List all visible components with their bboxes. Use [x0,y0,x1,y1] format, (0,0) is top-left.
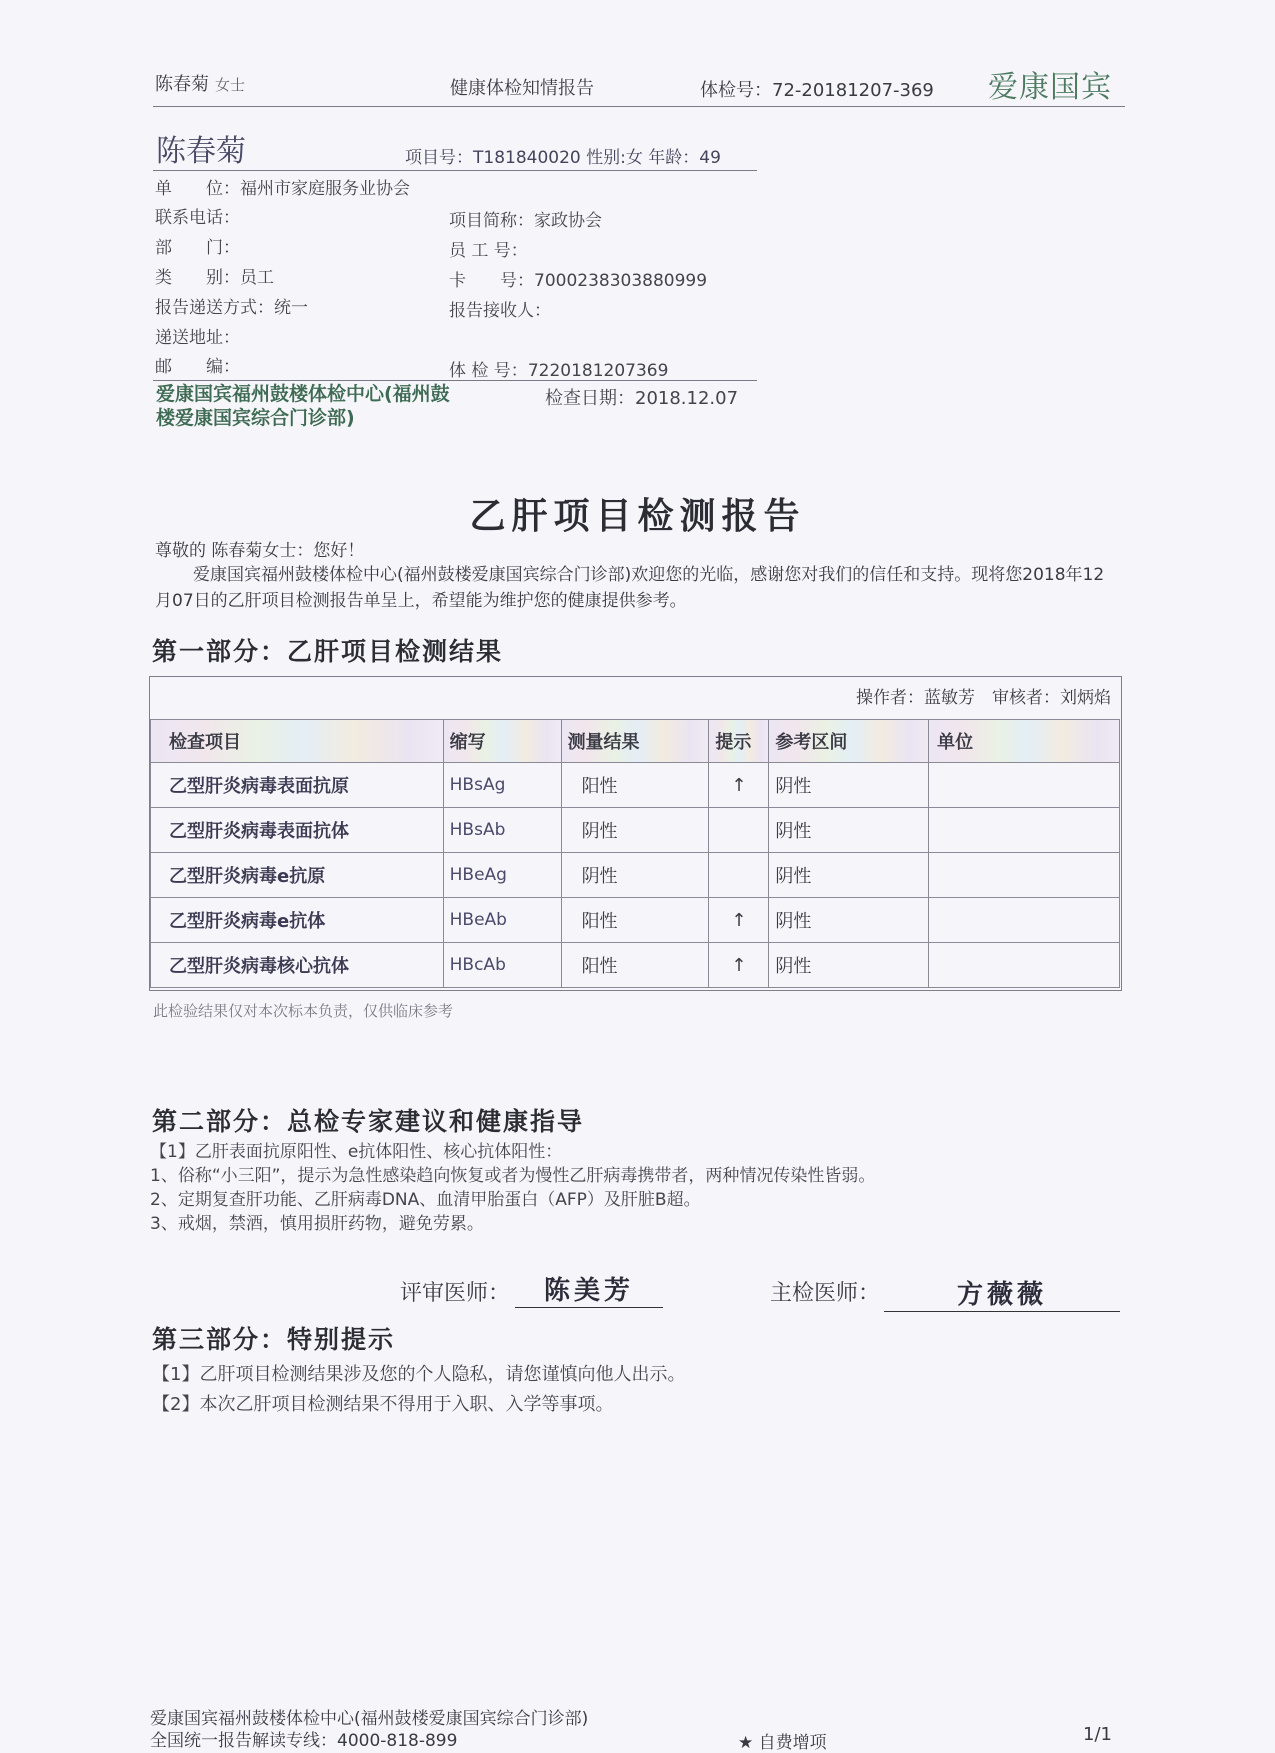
exam-date: 检查日期：2018.12.07 [545,388,739,409]
header-title-suffix: 女士 [215,76,246,94]
info-address-label: 递送地址： [155,328,240,348]
cell-abbr: HBcAb [443,943,561,988]
table-row [151,943,1120,988]
cell-tip: ↑ [709,943,769,988]
cell-reference: 阴性 [769,898,929,943]
cell-tip: ↑ [709,763,769,808]
page-number: 1/1 [1083,1724,1112,1745]
footer-center: 爱康国宾福州鼓楼体检中心(福州鼓楼爱康国宾综合门诊部) [150,1709,589,1729]
cell-result: 阴性 [561,808,709,853]
results-disclaimer: 此检验结果仅对本次标本负责，仅供临床参考 [153,1002,454,1020]
info-exam-no: 体 检 号：7220181207369 [449,361,669,381]
patient-divider-top [153,170,757,171]
advice-list [150,1140,875,1236]
info-category-value: 员工 [240,268,274,288]
info-delivery-value: 统一 [274,298,308,318]
cell-result: 阳性 [561,943,709,988]
table-row [151,853,1120,898]
cell-result: 阳性 [561,898,709,943]
cell-unit [929,763,1120,808]
info-unit-value: 福州市家庭服务业协会 [240,179,410,199]
info-delivery: 报告递送方式：统一 [155,298,308,318]
header-exam-code: 体检号：72-20181207-369 [700,80,934,101]
cell-reference: 阴性 [769,943,929,988]
table-row [151,898,1120,943]
info-project: 项目简称：家政协会 [449,211,602,231]
col-header-item: 检查项目 [151,720,444,763]
col-header-reference: 参考区间 [769,720,929,763]
info-postcode-label: 邮 编： [155,357,240,377]
tip-item: 【2】本次乙肝项目检测结果不得用于入职、入学等事项。 [152,1394,614,1415]
cell-item: 乙型肝炎病毒e抗原 [151,853,444,898]
info-phone-label: 联系电话： [155,208,240,228]
cell-item: 乙型肝炎病毒表面抗原 [151,763,444,808]
info-category: 类 别：员工 [155,268,274,288]
cell-tip [709,853,769,898]
brand-logo: 爱康国宾 [988,70,1112,105]
header-divider [153,106,1125,107]
tip-item: 【1】乙肝项目检测结果涉及您的个人隐私，请您谨慎向他人出示。 [152,1364,686,1385]
footer-hotline: 全国统一报告解读专线：4000-818-899 [150,1731,458,1751]
center-name: 爱康国宾福州鼓楼体检中心(福州鼓楼爱康国宾综合门诊部) [156,383,450,429]
col-header-abbr: 缩写 [443,720,561,763]
operator-reviewer: 操作者：蓝敏芳 审核者：刘炳焰 [856,688,1111,708]
cell-abbr: HBsAg [443,763,561,808]
info-dept-label: 部 门： [155,238,240,258]
cell-reference: 阴性 [769,853,929,898]
report-title: 乙肝项目检测报告 [469,496,806,537]
col-header-tip: 提示 [709,720,769,763]
patient-name: 陈春菊 [156,134,246,169]
col-header-unit: 单位 [929,720,1120,763]
cell-tip [709,808,769,853]
results-table-frame [149,676,1122,991]
table-header-row [151,720,1120,763]
results-table [150,719,1120,988]
info-card: 卡 号：7000238303880999 [449,271,708,291]
cell-unit [929,898,1120,943]
info-receiver-label: 报告接收人： [449,301,551,321]
cell-abbr: HBsAb [443,808,561,853]
info-project-value: 家政协会 [534,211,602,231]
patient-divider-bottom [153,380,757,381]
cell-reference: 阴性 [769,763,929,808]
table-row [151,808,1120,853]
cell-item: 乙型肝炎病毒e抗体 [151,898,444,943]
cell-result: 阳性 [561,763,709,808]
special-tips [152,1360,685,1420]
cell-tip: ↑ [709,898,769,943]
cell-unit [929,853,1120,898]
cell-unit [929,808,1120,853]
cell-reference: 阴性 [769,808,929,853]
cell-abbr: HBeAb [443,898,561,943]
cell-item: 乙型肝炎病毒表面抗体 [151,808,444,853]
part1-title: 第一部分：乙肝项目检测结果 [152,637,504,666]
info-employee-label: 员 工 号： [449,241,528,261]
advice-item: 2、定期复查肝功能、乙肝病毒DNA、血清甲胎蛋白（AFP）及肝脏B超。 [150,1190,701,1210]
col-header-result: 测量结果 [561,720,709,763]
header-report-type: 健康体检知情报告 [450,78,594,99]
chief-label: 主检医师： [770,1281,881,1306]
cell-result: 阴性 [561,853,709,898]
advice-item: 3、戒烟，禁酒，慎用损肝药物，避免劳累。 [150,1214,484,1234]
info-exam-no-value: 7220181207369 [527,361,669,381]
reviewer-label: 评审医师： [400,1281,511,1306]
chief-signature: 方薇薇 [884,1274,1120,1312]
header-patient-name: 陈春菊 女士 [155,74,246,95]
intro-paragraph: 爱康国宾福州鼓楼体检中心(福州鼓楼爱康国宾综合门诊部)欢迎您的光临，感谢您对我们的信任和支持。现将您2018年12月07日的乙肝项目检测报告单呈上，希望能为维护您的健康提供参考。 [155,565,1105,611]
part3-title: 第三部分：特别提示 [152,1325,396,1354]
cell-unit [929,943,1120,988]
greeting: 尊敬的 陈春菊女士：您好！ [155,541,365,561]
table-row [151,763,1120,808]
patient-meta: 项目号：T181840020 性别:女 年龄：49 [405,148,721,168]
cell-abbr: HBeAg [443,853,561,898]
info-unit: 单 位：福州市家庭服务业协会 [155,179,410,199]
advice-heading: 【1】乙肝表面抗原阳性、e抗体阳性、核心抗体阳性： [150,1142,563,1162]
footer-self-paid-note: ★ 自费增项 [738,1733,827,1753]
part2-title: 第二部分：总检专家建议和健康指导 [152,1107,585,1136]
advice-item: 1、俗称“小三阳”，提示为急性感染趋向恢复或者为慢性乙肝病毒携带者，两种情况传染性皆弱。 [150,1166,876,1186]
reviewer-signature: 陈美芳 [515,1270,663,1308]
cell-item: 乙型肝炎病毒核心抗体 [151,943,444,988]
info-card-value: 7000238303880999 [534,271,708,291]
